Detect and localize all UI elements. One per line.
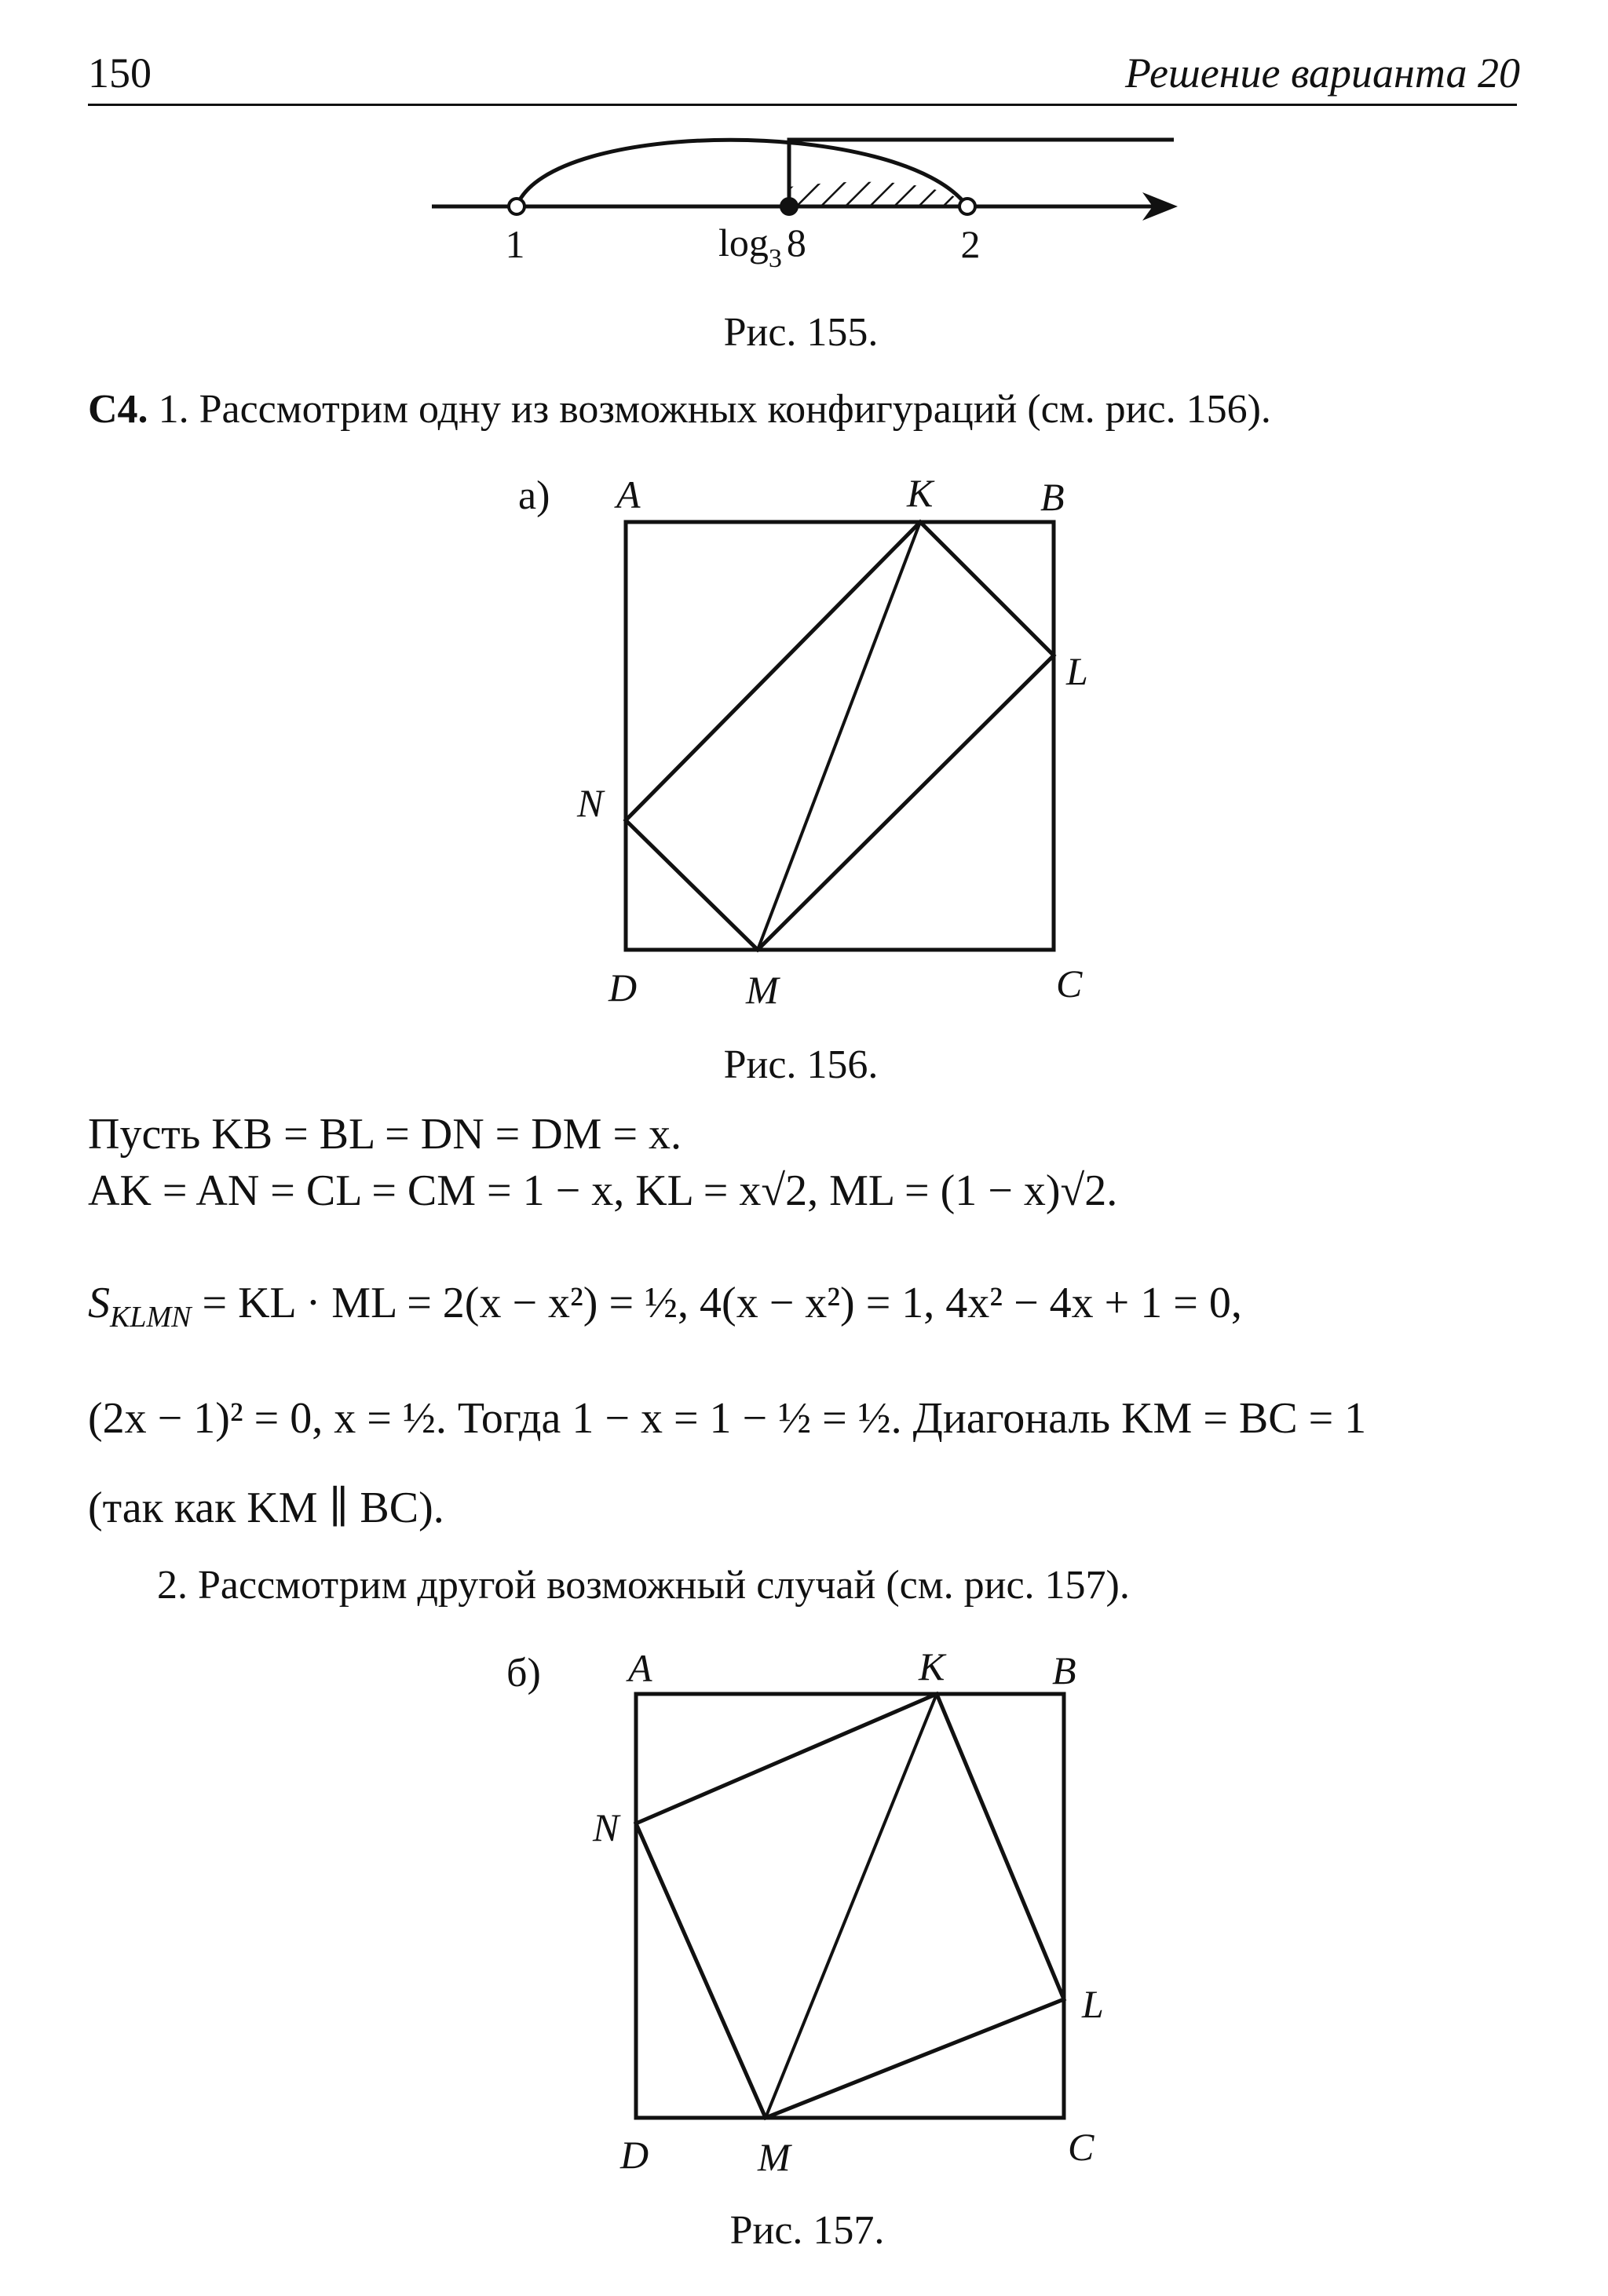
solution-line-1: Пусть KB = BL = DN = DM = x. <box>88 1110 682 1159</box>
point-label-a-156: A <box>616 473 641 517</box>
area-subscript: KLMN <box>110 1301 192 1334</box>
point-label-b-157: B <box>1052 1648 1076 1692</box>
solution-line-2: AK = AN = CL = CM = 1 − x, KL = x√2, ML = (1 − x)√2. <box>88 1166 1118 1215</box>
case-2-text: 2. Рассмотрим другой возможный случай (см. рис. 157). <box>157 1563 1130 1608</box>
tick-label-log: $\log_3 8$ <box>718 221 806 273</box>
area-symbol: S <box>88 1279 110 1327</box>
c4-intro-text: 1. Рассмотрим одну из возможных конфигураций (см. рис. 156). <box>158 387 1271 432</box>
point-label-c-156: C <box>1056 962 1083 1006</box>
point-label-l-156: L <box>1066 649 1088 693</box>
point-label-l-157: L <box>1082 1982 1104 2026</box>
figure-155-caption: Рис. 155. <box>723 310 879 355</box>
point-label-n-157: N <box>593 1805 619 1849</box>
page-number: 150 <box>88 49 152 97</box>
c4-label: C4. <box>88 387 148 432</box>
point-label-k-156: K <box>907 471 934 515</box>
point-label-n-156: N <box>577 781 604 825</box>
figure-156-caption: Рис. 156. <box>723 1042 879 1087</box>
point-label-d-157: D <box>620 2133 649 2177</box>
point-label-b-156: B <box>1040 475 1065 519</box>
point-label-d-156: D <box>608 965 638 1009</box>
part-label-b: б) <box>506 1651 541 1696</box>
tick-label-1: 1 <box>505 222 525 266</box>
area-equation: = KL · ML = 2(x − x²) = ½, 4(x − x²) = 1, 4x² − 4x + 1 = 0, <box>191 1279 1242 1327</box>
solution-line-4: (2x − 1)² = 0, x = ½. Тогда 1 − x = 1 − ½ = ½. Диагональ KM = BC = 1 <box>88 1394 1367 1443</box>
point-label-a-157: A <box>628 1646 652 1690</box>
running-title: Решение варианта 20 <box>1124 49 1520 97</box>
part-label-a: а) <box>518 473 550 518</box>
figure-157-caption: Рис. 157. <box>729 2208 885 2253</box>
point-label-c-157: C <box>1068 2125 1095 2169</box>
point-label-k-157: K <box>919 1644 945 1688</box>
tick-label-2: 2 <box>960 222 981 266</box>
point-label-m-156: M <box>746 968 779 1012</box>
point-label-m-157: M <box>758 2135 791 2179</box>
solution-line-5: (так как KM ∥ BC). <box>88 1484 444 1532</box>
